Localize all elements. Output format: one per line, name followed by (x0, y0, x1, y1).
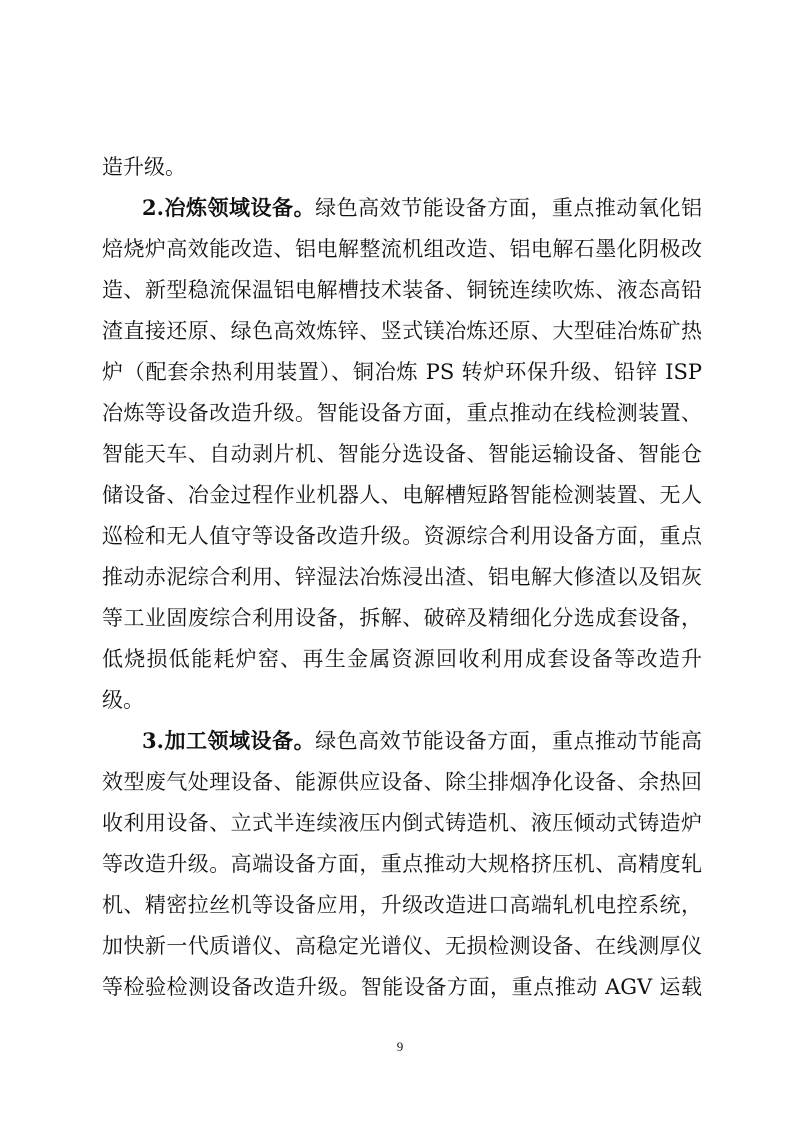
text-line: 低烧损低能耗炉窑、再生金属资源回收利用成套设备等改造升 (102, 647, 702, 671)
text-line: 巡检和无人值守等设备改造升级。资源综合利用设备方面，重点 (102, 524, 702, 548)
text-line: 收利用设备、立式半连续液压内倒式铸造机、液压倾动式铸造炉 (102, 811, 702, 835)
section-2-heading: 2.冶炼领域设备。 (142, 195, 316, 220)
text-line: 等工业固废综合利用设备，拆解、破碎及精细化分选成套设备， (102, 606, 702, 630)
section-3-intro: 绿色高效节能设备方面，重点推动节能高 (315, 729, 702, 753)
section-2-intro: 绿色高效节能设备方面，重点推动氧化铝 (315, 196, 702, 220)
text-line: 推动赤泥综合利用、锌湿法冶炼浸出渣、铝电解大修渣以及铝灰 (102, 565, 702, 589)
page-number: 9 (396, 1039, 404, 1054)
section-3-heading: 3.加工领域设备。 (142, 728, 316, 753)
text-line: 储设备、冶金过程作业机器人、电解槽短路智能检测装置、无人 (102, 483, 702, 507)
section-2-first-line (142, 188, 702, 228)
text-line: 智能天车、自动剥片机、智能分选设备、智能运输设备、智能仓 (102, 442, 702, 466)
text-line: 等改造升级。高端设备方面，重点推动大规格挤压机、高精度轧 (102, 852, 702, 876)
text-line: 炉（配套余热利用装置）、铜冶炼 PS 转炉环保升级、铅锌 ISP (102, 360, 702, 384)
text-line: 造、新型稳流保温铝电解槽技术装备、铜铳连续吹炼、液态高铅 (102, 278, 702, 302)
text-line: 冶炼等设备改造升级。智能设备方面，重点推动在线检测装置、 (102, 401, 702, 425)
text-line: 效型废气处理设备、能源供应设备、除尘排烟净化设备、余热回 (102, 770, 702, 794)
text-line: 加快新一代质谱仪、高稳定光谱仪、无损检测设备、在线测厚仪 (102, 934, 702, 958)
text-line: 机、精密拉丝机等设备应用，升级改造进口高端轧机电控系统， (102, 893, 702, 917)
text-line: 等检验检测设备改造升级。智能设备方面，重点推动 AGV 运载 (102, 975, 702, 999)
section-3-first-line (142, 721, 702, 761)
text-line: 渣直接还原、绿色高效炼锌、竖式镁冶炼还原、大型硅冶炼矿热 (102, 319, 702, 343)
text-line: 焙烧炉高效能改造、铝电解整流机组改造、铝电解石墨化阴极改 (102, 237, 702, 261)
text-line: 级。 (102, 688, 144, 712)
text-line: 造升级。 (102, 155, 186, 179)
